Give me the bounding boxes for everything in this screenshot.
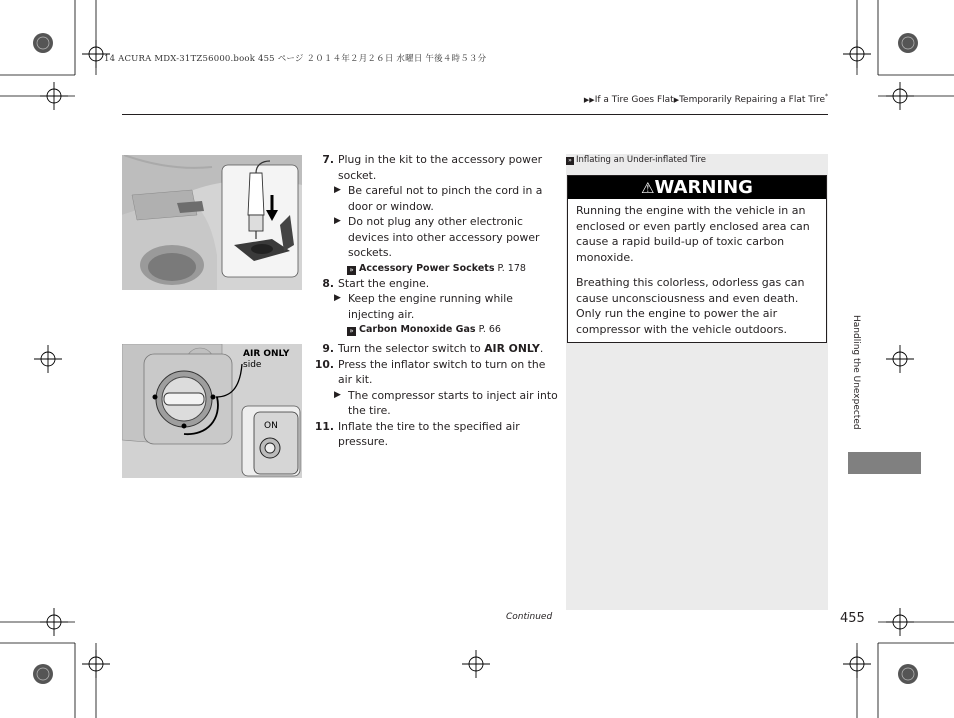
triangle-bullet-icon: ▶ [334,216,341,226]
step-7-note-2 [312,214,558,261]
step-8-note [312,291,558,322]
breadcrumb-part2[interactable]: Temporarily Repairing a Flat Tire [679,95,825,105]
step-7 [312,152,558,183]
warning-triangle-icon: ⚠ [641,179,655,197]
double-arrow-icon: ▶▶ [583,96,595,104]
breadcrumb [584,93,828,105]
section-tab-label [845,315,865,455]
ref-title: Carbon Monoxide Gas [359,324,476,335]
warning-paragraph-1: Running the engine with the vehicle in an enclosed or even partly enclosed area can cause a rapid build-up of toxic carbon monoxide. [576,204,810,264]
step-text: Inflate the tire to the specified air pressure. [338,419,520,448]
instruction-steps [312,152,558,450]
triangle-bullet-icon: ▶ [334,293,341,303]
warning-box [567,175,827,343]
step-text: Start the engine. [338,276,430,290]
step-11 [312,419,558,450]
arrow-icon: ▶ [673,96,680,104]
on-label: ON [264,421,278,431]
reference-icon: » [347,266,356,275]
note-text: Do not plug any other electronic devices into other accessory power sockets. [348,215,540,259]
step-text-bold: AIR ONLY [484,342,540,355]
step-number: 10. [314,357,334,371]
print-header: 14 ACURA MDX-31TZ56000.book 455 ページ ２０１４年２月２６日 水曜日 午後４時５３分 [104,54,487,64]
step-10 [312,357,558,388]
air-only-label: AIR ONLY [243,349,290,359]
reference-icon: » [347,327,356,336]
warning-paragraph-2: Breathing this colorless, odorless gas can cause unconsciousness and even death. Only run the engine to power the air compressor with the vehicle outdoors. [576,276,805,336]
triangle-bullet-icon: ▶ [334,185,341,195]
page-number: 455 [840,611,865,626]
step-text: Plug in the kit to the accessory power socket. [338,153,543,182]
ref-page: P. 178 [497,262,526,274]
sidebar-title-text: Inflating an Under-inflated Tire [576,155,706,165]
warning-label: WARNING [654,177,753,198]
header-rule [122,114,828,115]
step-number: 11. [314,419,334,433]
step-number: 7. [322,153,334,166]
ref-page: P. 66 [478,324,501,335]
step-text [334,341,558,357]
step-number: 9. [322,342,334,355]
ref-title: Accessory Power Sockets [359,262,495,274]
selector-switch-drawing [122,344,302,478]
accessory-socket-illustration [122,155,302,290]
step-number: 8. [322,276,334,290]
sidebar-title [566,155,706,165]
breadcrumb-star: * [825,93,828,100]
step-9 [312,341,558,357]
continued-label: Continued [506,612,553,622]
side-label: side [243,360,262,370]
step-text: Press the inflator switch to turn on the air kit. [338,357,546,386]
warning-body [576,203,820,347]
triangle-bullet-icon: ▶ [334,389,341,400]
warning-header [568,176,826,199]
step-8 [312,276,558,292]
step-7-note-1 [312,183,558,214]
selector-switch-illustration [122,344,302,478]
reference-icon: » [566,157,574,165]
step-10-note [312,388,558,419]
section-tab-text[interactable]: Handling the Unexpected [851,315,861,430]
step-text-pre: Turn the selector switch to [338,342,485,355]
note-text: Keep the engine running while injecting air. [348,292,513,321]
reference-link-carbon-monoxide[interactable] [312,322,558,337]
note-text: Be careful not to pinch the cord in a door or window. [348,184,543,213]
reference-link-accessory-power[interactable] [312,261,558,276]
section-tab-marker[interactable] [848,452,921,474]
breadcrumb-part1[interactable]: If a Tire Goes Flat [594,95,674,105]
step-text-post: . [539,342,544,355]
note-text: The compressor starts to inject air into the tire. [348,388,558,417]
